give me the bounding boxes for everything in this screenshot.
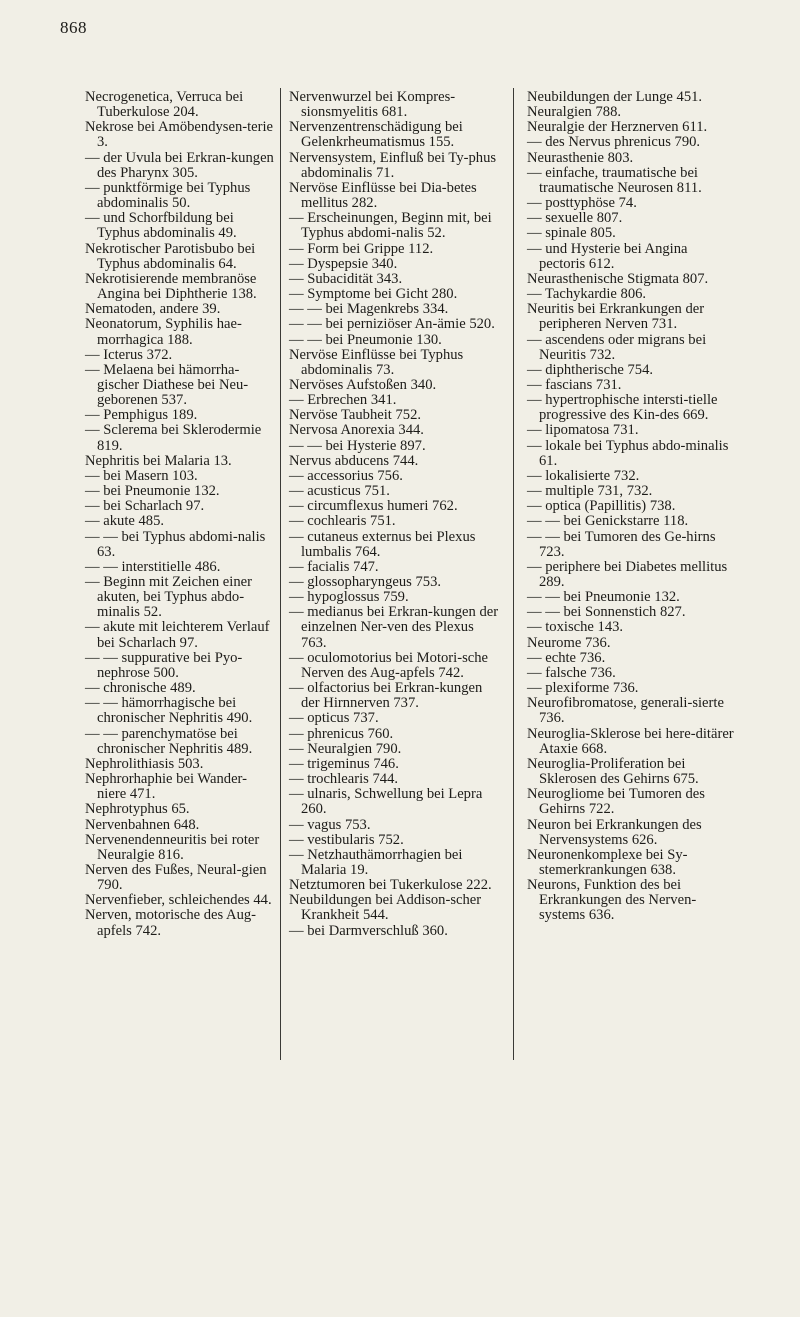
index-entry: Nekrotischer Parotisbubo bei Typhus abdominalis 64. <box>85 240 256 272</box>
index-column-1 <box>85 90 275 939</box>
index-entry: Nervenbahnen 648. <box>85 816 200 833</box>
index-entry: — trochlearis 744. <box>289 771 399 788</box>
index-entry: — — hämorrhagische bei chronischer Nephritis 490. <box>85 695 253 727</box>
index-entry: — acusticus 751. <box>289 483 390 500</box>
index-entry: Neurofibromatose, generali-sierte 736. <box>527 695 724 727</box>
index-entry: — — interstitielle 486. <box>85 558 221 575</box>
index-entry: — sexuelle 807. <box>527 210 623 227</box>
index-column-3 <box>527 90 737 924</box>
index-entry: Nervosa Anorexia 344. <box>289 422 424 439</box>
index-entry: — periphere bei Diabetes mellitus 289. <box>527 558 728 590</box>
index-entry: Neuron bei Erkrankungen des Nervensystems 626. <box>527 816 702 848</box>
index-entry: — — parenchymatöse bei chronischer Nephritis 489. <box>85 725 253 757</box>
index-entry: — circumflexus humeri 762. <box>289 498 458 515</box>
index-entry: — Beginn mit Zeichen einer akuten, bei Typhus abdo-minalis 52. <box>85 574 252 621</box>
index-entry: — lipomatosa 731. <box>527 422 639 439</box>
index-entry: Neuralgien 788. <box>527 104 622 121</box>
index-entry: — und Hysterie bei Angina pectoris 612. <box>527 240 688 272</box>
index-entry: — phrenicus 760. <box>289 725 394 742</box>
index-entry: Nervöses Aufstoßen 340. <box>289 376 437 393</box>
index-entry: — medianus bei Erkran-kungen der einzelnen Ner-ven des Plexus 763. <box>289 604 499 651</box>
index-entry: Nerven, motorische des Aug-apfels 742. <box>85 907 257 939</box>
index-entry: — cutaneus externus bei Plexus lumbalis 764. <box>289 528 476 560</box>
index-entry: — bei Scharlach 97. <box>85 498 205 515</box>
index-entry: — spinale 805. <box>527 225 616 242</box>
index-entry: Nervensystem, Einfluß bei Ty-phus abdominalis 71. <box>289 149 497 181</box>
index-entry: Neurasthenische Stigmata 807. <box>527 270 709 287</box>
index-entry: — Erscheinungen, Beginn mit, bei Typhus abdomi-nalis 52. <box>289 210 492 242</box>
index-entry: — — bei perniziöser An-ämie 520. <box>289 316 495 333</box>
index-column-2 <box>289 90 499 939</box>
index-entry: — Melaena bei hämorrha-gischer Diathese bei Neu-geborenen 537. <box>85 361 249 409</box>
index-entry: — — bei Pneumonie 132. <box>527 589 680 606</box>
index-entry: Nervus abducens 744. <box>289 452 419 469</box>
index-entry: — ascendens oder migrans bei Neuritis 732. <box>527 331 707 363</box>
index-entry: — Subacidität 343. <box>289 270 403 287</box>
index-entry: — optica (Papillitis) 738. <box>527 498 676 515</box>
index-entry: — — bei Genickstarre 118. <box>527 513 689 530</box>
index-entry: — falsche 736. <box>527 664 616 681</box>
index-entry: — fascians 731. <box>527 376 622 393</box>
index-entry: — und Schorfbildung bei Typhus abdominalis 49. <box>85 210 237 242</box>
index-entry: Neuralgie der Herznerven 611. <box>527 119 708 136</box>
index-entry: — einfache, traumatische bei traumatische Neurosen 811. <box>527 164 702 196</box>
index-entry: Nervenendenneuritis bei roter Neuralgie 816. <box>85 831 260 863</box>
index-entry: Neurogliome bei Tumoren des Gehirns 722. <box>527 786 705 818</box>
index-entry: Neuritis bei Erkrankungen der peripheren Nerven 731. <box>527 301 705 333</box>
index-entry: Nervenzentrenschädigung bei Gelenkrheumatismus 155. <box>289 119 463 151</box>
index-entry: Neubildungen bei Addison-scher Krankheit 544. <box>289 892 482 924</box>
index-entry: — ulnaris, Schwellung bei Lepra 260. <box>289 786 483 818</box>
index-entry: — Icterus 372. <box>85 346 173 363</box>
index-entry: Nerven des Fußes, Neural-gien 790. <box>85 861 267 894</box>
page-number: 868 <box>60 18 87 37</box>
index-entry: — lokalisierte 732. <box>527 467 640 484</box>
index-entry: — Dyspepsie 340. <box>289 255 398 272</box>
index-entry: — bei Darmverschluß 360. <box>289 922 448 939</box>
index-entry: — hypertrophische intersti-tielle progressive des Kin-des 669. <box>527 392 718 424</box>
index-entry: — echte 736. <box>527 649 606 666</box>
index-entry: — — bei Hysterie 897. <box>289 437 426 454</box>
index-entry: Nephrolithiasis 503. <box>85 755 204 772</box>
index-entry: — multiple 731, 732. <box>527 483 653 500</box>
index-entry: Nervenfieber, schleichendes 44. <box>85 892 272 909</box>
index-entry: — Pemphigus 189. <box>85 407 198 424</box>
index-entry: Nervöse Einflüsse bei Typhus abdominalis 73. <box>289 346 464 378</box>
index-entry: — plexiforme 736. <box>527 680 639 697</box>
index-entry: — diphtherische 754. <box>527 361 654 378</box>
index-entry: — der Uvula bei Erkran-kungen des Pharynx 305. <box>85 149 274 181</box>
index-entry: Nephrotyphus 65. <box>85 801 190 818</box>
index-entry: — — bei Typhus abdomi-nalis 63. <box>85 528 266 560</box>
index-entry: Neurasthenie 803. <box>527 149 634 166</box>
index-entry: — chronische 489. <box>85 680 196 697</box>
index-entry: — des Nervus phrenicus 790. <box>527 134 701 151</box>
index-entry: Nervöse Taubheit 752. <box>289 407 422 424</box>
index-entry: — punktförmige bei Typhus abdominalis 50. <box>85 179 251 212</box>
index-entry: Neurome 736. <box>527 634 611 651</box>
index-entry: — — bei Sonnenstich 827. <box>527 604 686 621</box>
index-entry: — vestibularis 752. <box>289 831 404 848</box>
index-entry: — akute 485. <box>85 513 165 530</box>
index-entry: — Erbrechen 341. <box>289 392 397 409</box>
index-entry: — opticus 737. <box>289 710 379 727</box>
index-entry: — Symptome bei Gicht 280. <box>289 286 458 303</box>
index-entry: Nephritis bei Malaria 13. <box>85 452 232 469</box>
index-entry: — accessorius 756. <box>289 467 403 484</box>
index-entry: Neuroglia-Sklerose bei here-ditärer Ataxie 668. <box>527 725 734 757</box>
index-entry: Nekrotisierende membranöse Angina bei Diphtherie 138. <box>85 270 257 303</box>
index-entry: Necrogenetica, Verruca bei Tuberkulose 204. <box>85 89 244 121</box>
index-entry: Nephrorhaphie bei Wander-niere 471. <box>85 771 247 803</box>
index-entry: — toxische 143. <box>527 619 624 636</box>
index-entry: Nematoden, andere 39. <box>85 301 221 318</box>
index-entry: — Form bei Grippe 112. <box>289 240 434 257</box>
index-entry: Neurons, Funktion des bei Erkrankungen des Nerven-systems 636. <box>527 877 697 924</box>
index-entry: Nekrose bei Amöbendysen-terie 3. <box>85 119 274 151</box>
index-entry: Neuronenkomplexe bei Sy-stemerkrankungen 638. <box>527 846 688 878</box>
index-entry: — Neuralgien 790. <box>289 740 402 757</box>
index-entry: — Netzhauthämorrhagien bei Malaria 19. <box>289 846 463 878</box>
index-entry: — Sclerema bei Sklerodermie 819. <box>85 422 262 454</box>
column-divider-left <box>280 88 281 1060</box>
index-entry: — lokale bei Typhus abdo-minalis 61. <box>527 437 729 469</box>
index-entry: — trigeminus 746. <box>289 755 399 772</box>
index-entry: Neonatorum, Syphilis hae-morrhagica 188. <box>85 316 242 348</box>
index-entry: — posttyphöse 74. <box>527 195 637 212</box>
index-entry: — Tachykardie 806. <box>527 286 647 303</box>
index-entry: Netztumoren bei Tukerkulose 222. <box>289 877 492 894</box>
index-entry: — — bei Magenkrebs 334. <box>289 301 449 318</box>
index-entry: Neuroglia-Proliferation bei Sklerosen des Gehirns 675. <box>527 755 699 788</box>
index-entry: — bei Pneumonie 132. <box>85 483 220 500</box>
index-entry: — olfactorius bei Erkran-kungen der Hirnnerven 737. <box>289 680 483 712</box>
index-entry: — — bei Pneumonie 130. <box>289 331 442 348</box>
index-entry: — bei Masern 103. <box>85 467 198 484</box>
index-entry: — — suppurative bei Pyo-nephrose 500. <box>85 649 243 681</box>
index-entry: — cochlearis 751. <box>289 513 396 530</box>
index-entry: — oculomotorius bei Motori-sche Nerven des Aug-apfels 742. <box>289 649 489 681</box>
index-entry: — glossopharyngeus 753. <box>289 574 442 590</box>
index-entry: — — bei Tumoren des Ge-hirns 723. <box>527 528 716 560</box>
index-entry: Nervöse Einflüsse bei Dia-betes mellitus 282. <box>289 179 477 212</box>
index-entry: — akute mit leichterem Verlauf bei Scharlach 97. <box>85 619 270 651</box>
index-entry: Nervenwurzel bei Kompres-sionsmyelitis 681. <box>289 89 456 121</box>
index-entry: Neubildungen der Lunge 451. <box>527 89 703 105</box>
index-entry: — hypoglossus 759. <box>289 589 409 606</box>
index-entry: — facialis 747. <box>289 558 379 575</box>
column-divider-right <box>513 88 514 1060</box>
index-entry: — vagus 753. <box>289 816 371 833</box>
